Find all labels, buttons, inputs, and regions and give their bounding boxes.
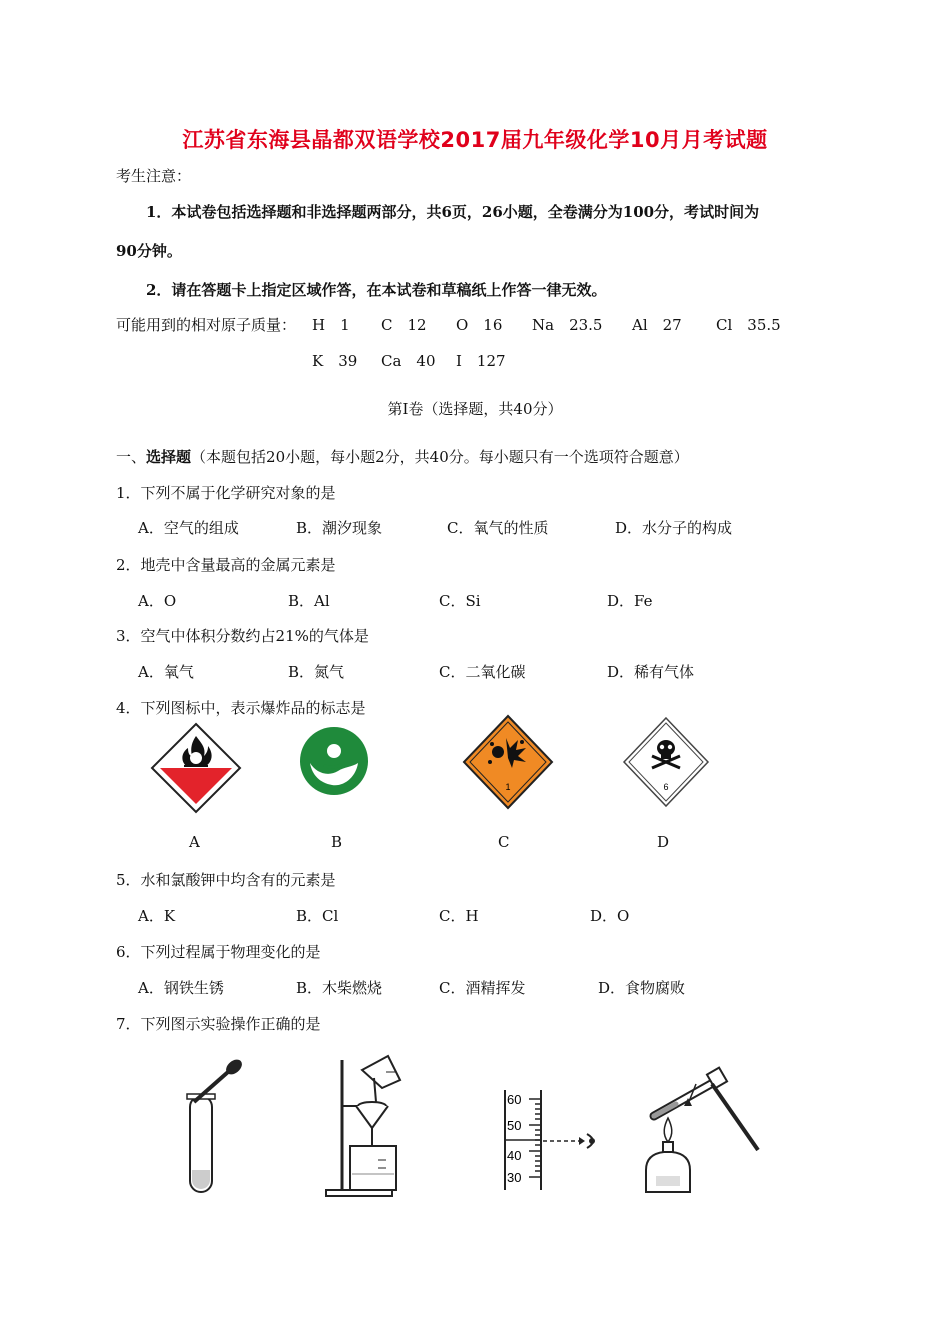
green-recycle-symbol-icon[interactable] xyxy=(298,725,370,797)
question-4-option-d[interactable]: D xyxy=(657,833,670,851)
question-1-stem: 1．下列不属于化学研究对象的是 xyxy=(116,484,336,502)
explosive-sign-number: 1 xyxy=(505,782,511,792)
question-1-option-a[interactable]: A．空气的组成 xyxy=(138,519,239,537)
cylinder-tick-40: 40 xyxy=(507,1148,522,1163)
toxic-skull-sign-icon[interactable] xyxy=(622,716,710,808)
question-6-option-d[interactable]: D．食物腐败 xyxy=(598,979,686,997)
question-6-option-a[interactable]: A．钢铁生锈 xyxy=(138,979,224,997)
cylinder-tick-30: 30 xyxy=(507,1170,522,1185)
atomic-mass-na: Na 23.5 xyxy=(532,316,603,334)
question-2-option-d[interactable]: D．Fe xyxy=(607,592,653,610)
question-2-option-b[interactable]: B．Al xyxy=(288,592,330,610)
question-2-stem: 2．地壳中含量最高的金属元素是 xyxy=(116,556,336,574)
question-4-option-b[interactable]: B xyxy=(331,833,343,851)
toxic-sign-number: 6 xyxy=(663,782,669,792)
filtration-apparatus-figure[interactable] xyxy=(320,1050,410,1202)
part-one-label: 一、 xyxy=(116,448,147,466)
atomic-mass-c: C 12 xyxy=(381,316,427,334)
question-5-option-b[interactable]: B．Cl xyxy=(296,907,339,925)
part-one-heading xyxy=(116,446,689,467)
atomic-mass-o: O 16 xyxy=(456,316,503,334)
question-4-option-c[interactable]: C xyxy=(498,833,510,851)
cylinder-tick-50: 50 xyxy=(507,1118,522,1133)
heating-test-tube-figure[interactable] xyxy=(632,1064,764,1196)
question-1-option-b[interactable]: B．潮汐现象 xyxy=(296,519,383,537)
question-3-option-b[interactable]: B．氮气 xyxy=(288,663,345,681)
atomic-mass-cl: Cl 35.5 xyxy=(716,316,781,334)
question-4-option-a[interactable]: A xyxy=(189,833,200,851)
question-5-option-d[interactable]: D．O xyxy=(590,907,630,925)
part-one-bold: 选择题 xyxy=(146,448,192,466)
atomic-mass-label: 可能用到的相对原子质量： xyxy=(116,316,297,334)
part-one-desc: （本题包括20小题，每小题2分，共40分。每小题只有一个选项符合题意） xyxy=(191,448,689,466)
notice-item-2: 2．请在答题卡上指定区域作答，在本试卷和草稿纸上作答一律无效。 xyxy=(146,281,607,299)
question-5-option-a[interactable]: A．K xyxy=(138,907,176,925)
dropper-test-tube-figure[interactable] xyxy=(180,1058,250,1200)
notice-item-1-cont: 90分钟。 xyxy=(116,242,182,260)
graduated-cylinder-figure[interactable] xyxy=(495,1086,605,1194)
explosive-sign-icon[interactable] xyxy=(462,714,554,810)
question-2-option-a[interactable]: A．O xyxy=(138,592,177,610)
question-6-option-c[interactable]: C．酒精挥发 xyxy=(439,979,526,997)
question-4-stem: 4．下列图标中，表示爆炸品的标志是 xyxy=(116,699,366,717)
atomic-mass-i: I 127 xyxy=(456,352,506,370)
question-5-option-c[interactable]: C．H xyxy=(439,907,479,925)
question-6-stem: 6．下列过程属于物理变化的是 xyxy=(116,943,321,961)
question-3-option-d[interactable]: D．稀有气体 xyxy=(607,663,695,681)
question-1-option-d[interactable]: D．水分子的构成 xyxy=(615,519,733,537)
question-3-option-c[interactable]: C．二氧化碳 xyxy=(439,663,526,681)
atomic-mass-al: Al 27 xyxy=(632,316,682,334)
question-2-option-c[interactable]: C．Si xyxy=(439,592,481,610)
question-5-stem: 5．水和氯酸钾中均含有的元素是 xyxy=(116,871,336,889)
cylinder-tick-60: 60 xyxy=(507,1092,522,1107)
question-3-option-a[interactable]: A．氧气 xyxy=(138,663,194,681)
question-3-stem: 3．空气中体积分数约占21%的气体是 xyxy=(116,627,369,645)
question-7-stem: 7．下列图示实验操作正确的是 xyxy=(116,1015,321,1033)
atomic-mass-h: H 1 xyxy=(312,316,350,334)
page-title: 江苏省东海县晶都双语学校2017届九年级化学10月月考试题 xyxy=(182,128,768,152)
notice-item-1: 1．本试卷包括选择题和非选择题两部分，共6页，26小题，全卷满分为100分，考试时间为 xyxy=(146,203,760,221)
section-title: 第Ⅰ卷（选择题，共40分） xyxy=(387,400,563,418)
notice-heading: 考生注意： xyxy=(116,167,192,185)
question-1-option-c[interactable]: C．氧气的性质 xyxy=(447,519,549,537)
atomic-mass-ca: Ca 40 xyxy=(381,352,436,370)
question-6-option-b[interactable]: B．木柴燃烧 xyxy=(296,979,383,997)
hazard-sign-flammable-icon[interactable] xyxy=(150,722,242,814)
atomic-mass-k: K 39 xyxy=(312,352,358,370)
